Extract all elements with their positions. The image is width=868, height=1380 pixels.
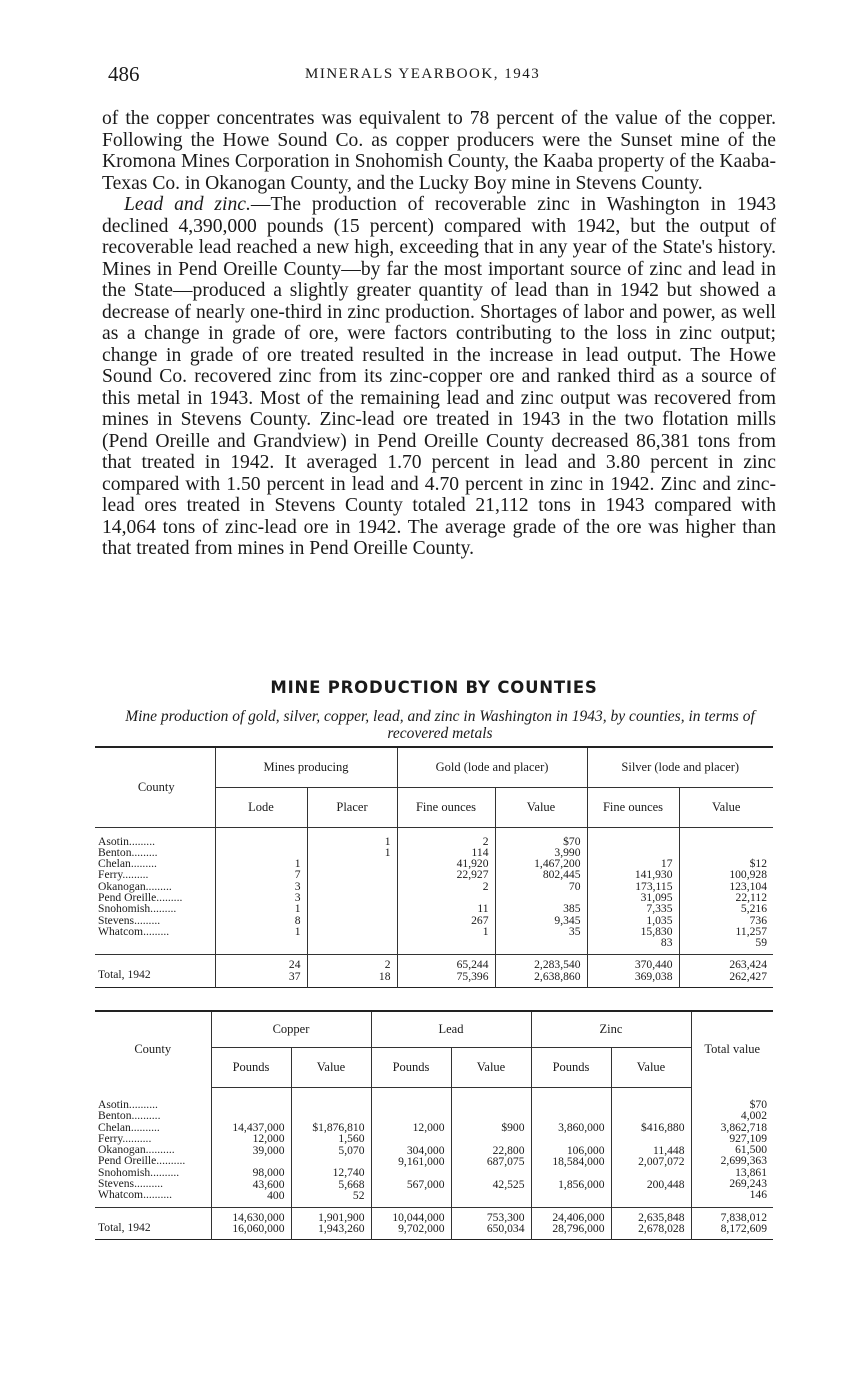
table-cell bbox=[452, 1190, 525, 1201]
table-cell: 269,243 bbox=[729, 1177, 767, 1191]
total-cell bbox=[495, 955, 587, 987]
table-cell: $70 bbox=[749, 1098, 767, 1111]
table-cell: 3 bbox=[294, 879, 301, 893]
header-gold-fine-ounces: Fine ounces bbox=[397, 787, 495, 827]
table-cell: 1,467,200 bbox=[534, 857, 581, 871]
table-row-county bbox=[98, 937, 215, 948]
column-total bbox=[691, 1087, 773, 1207]
table-cell: 106,000 bbox=[566, 1143, 605, 1157]
table-cell: 52 bbox=[352, 1188, 365, 1202]
total-cell bbox=[215, 955, 307, 987]
table-row-county: Asotin.......... bbox=[98, 1098, 158, 1111]
total-1943-value: 10,044,000 bbox=[392, 1210, 445, 1224]
total-cell bbox=[691, 1207, 773, 1239]
table-cell: 1,560 bbox=[338, 1132, 365, 1146]
column-cu-val bbox=[291, 1087, 371, 1207]
table-cell: 400 bbox=[267, 1188, 285, 1202]
paragraph-2-lead: Lead and zinc. bbox=[124, 194, 251, 215]
total-1943-value: 2,635,848 bbox=[638, 1210, 685, 1224]
table-cell bbox=[216, 937, 301, 948]
header-gold: Gold (lode and placer) bbox=[397, 747, 587, 787]
county-list-2 bbox=[95, 1087, 211, 1207]
table-cell bbox=[308, 858, 391, 869]
header-zinc-pounds: Pounds bbox=[531, 1047, 611, 1087]
total-1942-label-2: Total, 1942 bbox=[98, 1220, 151, 1234]
table-cell: 2,007,072 bbox=[638, 1154, 685, 1168]
total-1943-value: 2 bbox=[384, 958, 391, 972]
table-cell: 1 bbox=[294, 902, 301, 916]
table-cell: 1 bbox=[482, 924, 489, 938]
table-subtitle: Mine production of gold, silver, copper, lead, and zinc in Washington in 1943, by counties, in terms of recovered metals bbox=[125, 708, 755, 742]
total-1943-value: 24 bbox=[288, 958, 301, 972]
table-cell: 2 bbox=[482, 879, 489, 893]
table-cell bbox=[588, 847, 673, 858]
total-1942-value: 18 bbox=[378, 970, 391, 984]
table-cell: 173,115 bbox=[635, 879, 673, 893]
table-cell bbox=[532, 1190, 605, 1201]
column-cu-lb bbox=[211, 1087, 291, 1207]
table-cell: 927,109 bbox=[729, 1131, 767, 1145]
total-1943-value: 24,406,000 bbox=[552, 1210, 605, 1224]
header-lode: Lode bbox=[215, 787, 307, 827]
column-silver-oz bbox=[587, 827, 679, 955]
table-cell: 39,000 bbox=[252, 1143, 285, 1157]
running-title: MINERALS YEARBOOK, 1943 bbox=[305, 66, 541, 82]
table-cell bbox=[308, 881, 391, 892]
header-lead-value: Value bbox=[451, 1047, 531, 1087]
total-1943-value: 1,901,900 bbox=[318, 1210, 365, 1224]
table-cell: 22,112 bbox=[735, 890, 767, 904]
table-cell bbox=[588, 836, 673, 847]
table-cell: 35 bbox=[568, 924, 581, 938]
table-cell: 3,990 bbox=[554, 845, 581, 859]
header-gold-value: Value bbox=[495, 787, 587, 827]
header-copper: Copper bbox=[211, 1011, 371, 1047]
total-cell bbox=[587, 955, 679, 987]
total-cell bbox=[307, 955, 397, 987]
header-lead-pounds: Pounds bbox=[371, 1047, 451, 1087]
table-cell: 5,216 bbox=[740, 902, 767, 916]
table-cell bbox=[532, 1167, 605, 1178]
table-cell bbox=[612, 1100, 685, 1111]
table-cell: 15,830 bbox=[640, 924, 673, 938]
table-cell: 11,257 bbox=[735, 924, 767, 938]
total-1942-value: 2,678,028 bbox=[638, 1222, 685, 1236]
table-cell bbox=[372, 1190, 445, 1201]
table-cell: 12,740 bbox=[332, 1166, 365, 1180]
paragraph-1: of the copper concentrates was equivalent to 78 percent of the value of the copper. Following the Howe Sound Co. as copper producers were the Sunset mine of the Kromona Mines Corporation in Snohomish County, the Kaaba property of the Kaaba-Texas Co. in Okanogan County, and the Lucky Boy mine in Stevens County. bbox=[102, 108, 776, 194]
table-cell: 9,161,000 bbox=[398, 1154, 445, 1168]
table-cell: 736 bbox=[749, 913, 767, 927]
table-cell bbox=[398, 937, 489, 948]
column-pb-val bbox=[451, 1087, 531, 1207]
header-county: County bbox=[137, 779, 175, 794]
total-1943-value: 370,440 bbox=[634, 958, 673, 972]
header-silver-value: Value bbox=[679, 787, 773, 827]
table-cell bbox=[216, 836, 301, 847]
table-row-county: Okanogan.......... bbox=[98, 1143, 175, 1157]
table-cell: $70 bbox=[563, 834, 581, 848]
table-cell: 114 bbox=[471, 845, 489, 859]
total-cell bbox=[451, 1207, 531, 1239]
table-cell bbox=[452, 1100, 525, 1111]
total-cell bbox=[611, 1207, 691, 1239]
table-cell: 22,927 bbox=[456, 868, 489, 882]
total-1942-value: 650,034 bbox=[486, 1222, 525, 1236]
table-row-county: Benton......... bbox=[98, 845, 158, 859]
table-cell: 18,584,000 bbox=[552, 1154, 605, 1168]
page-number: 486 bbox=[108, 62, 140, 86]
table-cell: 146 bbox=[749, 1188, 767, 1202]
header-silver-fine-ounces: Fine ounces bbox=[587, 787, 679, 827]
table-cell: 42,525 bbox=[492, 1177, 525, 1191]
table-cell: $900 bbox=[501, 1121, 525, 1135]
table-cell: 11 bbox=[477, 902, 489, 916]
table-cell: 13,861 bbox=[735, 1165, 767, 1179]
total-1943-value: 7,838,012 bbox=[720, 1210, 767, 1224]
table-cell: 41,920 bbox=[456, 857, 489, 871]
header-zinc: Zinc bbox=[531, 1011, 691, 1047]
table-row-county: Okanogan......... bbox=[98, 879, 172, 893]
table-cell: 7,335 bbox=[646, 902, 673, 916]
table-cell: 5,070 bbox=[338, 1143, 365, 1157]
header-placer: Placer bbox=[307, 787, 397, 827]
header-copper-value: Value bbox=[291, 1047, 371, 1087]
table-cell: 31,095 bbox=[640, 890, 673, 904]
section-title: MINE PRODUCTION BY COUNTIES bbox=[270, 678, 598, 697]
table-cell bbox=[216, 847, 301, 858]
table-cell: 2,699,363 bbox=[720, 1154, 767, 1168]
header-lead: Lead bbox=[371, 1011, 531, 1047]
table-cell bbox=[308, 937, 391, 948]
table-cell bbox=[532, 1133, 605, 1144]
total-cell bbox=[371, 1207, 451, 1239]
table-cell: 59 bbox=[755, 936, 767, 950]
table-cell: 1 bbox=[294, 857, 301, 871]
table-row-county: Ferry......... bbox=[98, 868, 149, 882]
table-cell bbox=[292, 1100, 365, 1111]
table-cell: $1,876,810 bbox=[312, 1121, 365, 1135]
total-1942-value: 8,172,609 bbox=[720, 1222, 767, 1236]
total-1943-value: 753,300 bbox=[486, 1210, 525, 1224]
column-pb-lb bbox=[371, 1087, 451, 1207]
table-cell: 3,862,718 bbox=[720, 1120, 767, 1134]
table-cell: 100,928 bbox=[729, 868, 767, 882]
table-row-county: Pend Oreille......... bbox=[98, 890, 183, 904]
table-row-county: Stevens......... bbox=[98, 913, 161, 927]
table-cell: 1 bbox=[294, 924, 301, 938]
table-row-county: Whatcom.......... bbox=[98, 1188, 173, 1202]
column-zn-lb bbox=[531, 1087, 611, 1207]
table-cell bbox=[612, 1190, 685, 1201]
header-silver: Silver (lode and placer) bbox=[587, 747, 773, 787]
table-cell: 9,345 bbox=[554, 913, 581, 927]
column-gold-val bbox=[495, 827, 587, 955]
table-cell: $416,880 bbox=[641, 1121, 685, 1135]
table-cell: 98,000 bbox=[252, 1166, 285, 1180]
table-cell: 385 bbox=[563, 902, 581, 916]
table-cell: 22,800 bbox=[492, 1143, 525, 1157]
table-cell bbox=[612, 1167, 685, 1178]
table-cell bbox=[372, 1100, 445, 1111]
table-cell bbox=[372, 1167, 445, 1178]
paragraph-2-text: —The production of recoverable zinc in Washington in 1943 declined 4,390,000 pounds (15 percent) compared with 1942, but the output of recoverable lead reached a new high, exceeding that in any year of the State's history. Mines in Pend Oreille County—by far the most important source of zinc and lead in the State—produced a slightly greater quantity of lead than in 1942 but showed a decrease of nearly one-third in zinc production. Shortages of labor and power, as well as a change in grade of ore, were factors contributing to the loss in zinc output; change in grade of ore treated resulted in the increase in lead output. The Howe Sound Co. recovered zinc from its zinc-copper ore and ranked third as a source of this metal in 1943. Most of the remaining lead and zinc output was recovered from mines in Stevens County. Zinc-lead ore treated in 1943 in the two flotation mills (Pend Oreille and Grandview) in Pend Oreille County decreased 86,381 tons from that treated in 1942. It averaged 1.70 percent in lead and 3.80 percent in zinc compared with 1.50 percent in lead and 4.70 percent in zinc in 1942. Zinc and zinc-lead ores treated in Stevens County totaled 21,112 tons in 1943 compared with 14,064 tons of zinc-lead ore in 1942. The average grade of the ore was higher than that treated from mines in Pend Oreille County. bbox=[102, 194, 776, 559]
table-row-county: Pend Oreille.......... bbox=[98, 1154, 186, 1168]
table-cell: 5,668 bbox=[338, 1177, 365, 1191]
table-cell bbox=[308, 926, 391, 937]
total-1942-value: 1,943,260 bbox=[318, 1222, 365, 1236]
table-cell: 141,930 bbox=[634, 868, 673, 882]
table-cell bbox=[308, 869, 391, 880]
table-cell: 567,000 bbox=[406, 1177, 445, 1191]
table-row-county: Whatcom......... bbox=[98, 924, 170, 938]
header-copper-pounds: Pounds bbox=[211, 1047, 291, 1087]
table-cell: 267 bbox=[471, 913, 489, 927]
header-county-2: County bbox=[134, 1042, 172, 1056]
paragraph-2 bbox=[102, 194, 776, 560]
column-gold-oz bbox=[397, 827, 495, 955]
table-row-county: Chelan......... bbox=[98, 857, 157, 871]
table-cell: 43,600 bbox=[252, 1177, 285, 1191]
header-total-value: Total value bbox=[691, 1011, 773, 1087]
table-cell: 83 bbox=[660, 936, 673, 950]
table-cell: 3 bbox=[294, 890, 301, 904]
table-row-county: Chelan.......... bbox=[98, 1120, 160, 1134]
total-cell bbox=[397, 955, 495, 987]
header-mines-producing: Mines producing bbox=[215, 747, 397, 787]
table-cell: 802,445 bbox=[542, 868, 581, 882]
table-cell: 2 bbox=[482, 834, 489, 848]
total-1942-value: 16,060,000 bbox=[232, 1222, 285, 1236]
table-cell: 123,104 bbox=[729, 879, 767, 893]
county-list bbox=[95, 827, 215, 955]
table-cell: 11,448 bbox=[653, 1143, 685, 1157]
column-placer bbox=[307, 827, 397, 955]
table-row-county: Asotin......... bbox=[98, 834, 156, 848]
total-1942-value: 262,427 bbox=[729, 970, 767, 984]
table-cell: 1 bbox=[384, 845, 391, 859]
table-cell: 687,075 bbox=[486, 1154, 525, 1168]
total-1943-value: 14,630,000 bbox=[232, 1210, 285, 1224]
table-row-county: Snohomish.......... bbox=[98, 1165, 180, 1179]
total-cell bbox=[291, 1207, 371, 1239]
table-cell: 3,860,000 bbox=[558, 1121, 605, 1135]
table-cell bbox=[680, 836, 768, 847]
copper-lead-zinc-table bbox=[95, 1010, 773, 1240]
table-cell: 61,500 bbox=[735, 1143, 767, 1157]
table-cell bbox=[308, 892, 391, 903]
table-row-county: Ferry.......... bbox=[98, 1131, 152, 1145]
table-row-county: Stevens.......... bbox=[98, 1177, 164, 1191]
header-zinc-value: Value bbox=[611, 1047, 691, 1087]
table-cell: 7 bbox=[294, 868, 301, 882]
total-cell bbox=[211, 1207, 291, 1239]
total-1943-value: 65,244 bbox=[456, 958, 489, 972]
total-1942-value: 37 bbox=[288, 970, 301, 984]
gold-silver-table bbox=[95, 746, 773, 988]
table-cell: 200,448 bbox=[646, 1177, 685, 1191]
table-cell: 12,000 bbox=[252, 1132, 285, 1146]
total-1943-value: 2,283,540 bbox=[534, 958, 581, 972]
table-cell bbox=[612, 1133, 685, 1144]
total-1943-value: 263,424 bbox=[729, 958, 767, 972]
total-1942-value: 28,796,000 bbox=[552, 1222, 605, 1236]
column-lode bbox=[215, 827, 307, 955]
table-cell: 1 bbox=[384, 834, 391, 848]
table-cell bbox=[532, 1100, 605, 1111]
table-cell: 1,856,000 bbox=[558, 1177, 605, 1191]
table-cell bbox=[372, 1133, 445, 1144]
table-cell: 304,000 bbox=[406, 1143, 445, 1157]
table-cell bbox=[308, 915, 391, 926]
total-1942-label: Total, 1942 bbox=[98, 968, 151, 982]
table-cell: 8 bbox=[294, 913, 301, 927]
table-cell: 4,002 bbox=[740, 1109, 767, 1123]
table-row-county: Benton.......... bbox=[98, 1109, 161, 1123]
table-cell: 12,000 bbox=[412, 1121, 445, 1135]
table-cell: 1,035 bbox=[646, 913, 673, 927]
table-cell bbox=[212, 1100, 285, 1111]
total-cell bbox=[531, 1207, 611, 1239]
total-1942-value: 369,038 bbox=[634, 970, 673, 984]
column-silver-val bbox=[679, 827, 773, 955]
total-cell bbox=[679, 955, 773, 987]
table-cell: $12 bbox=[749, 857, 767, 871]
body-text bbox=[102, 108, 776, 560]
table-cell bbox=[496, 937, 581, 948]
total-1942-value: 9,702,000 bbox=[398, 1222, 445, 1236]
table-cell bbox=[398, 892, 489, 903]
table-cell: 70 bbox=[568, 879, 581, 893]
table-cell bbox=[452, 1167, 525, 1178]
column-zn-val bbox=[611, 1087, 691, 1207]
table-row-county: Snohomish......... bbox=[98, 902, 177, 916]
total-1942-value: 2,638,860 bbox=[534, 970, 581, 984]
table-cell: 17 bbox=[660, 857, 673, 871]
table-cell: 14,437,000 bbox=[232, 1121, 285, 1135]
table-cell bbox=[308, 903, 391, 914]
total-1942-value: 75,396 bbox=[456, 970, 489, 984]
table-cell bbox=[452, 1133, 525, 1144]
